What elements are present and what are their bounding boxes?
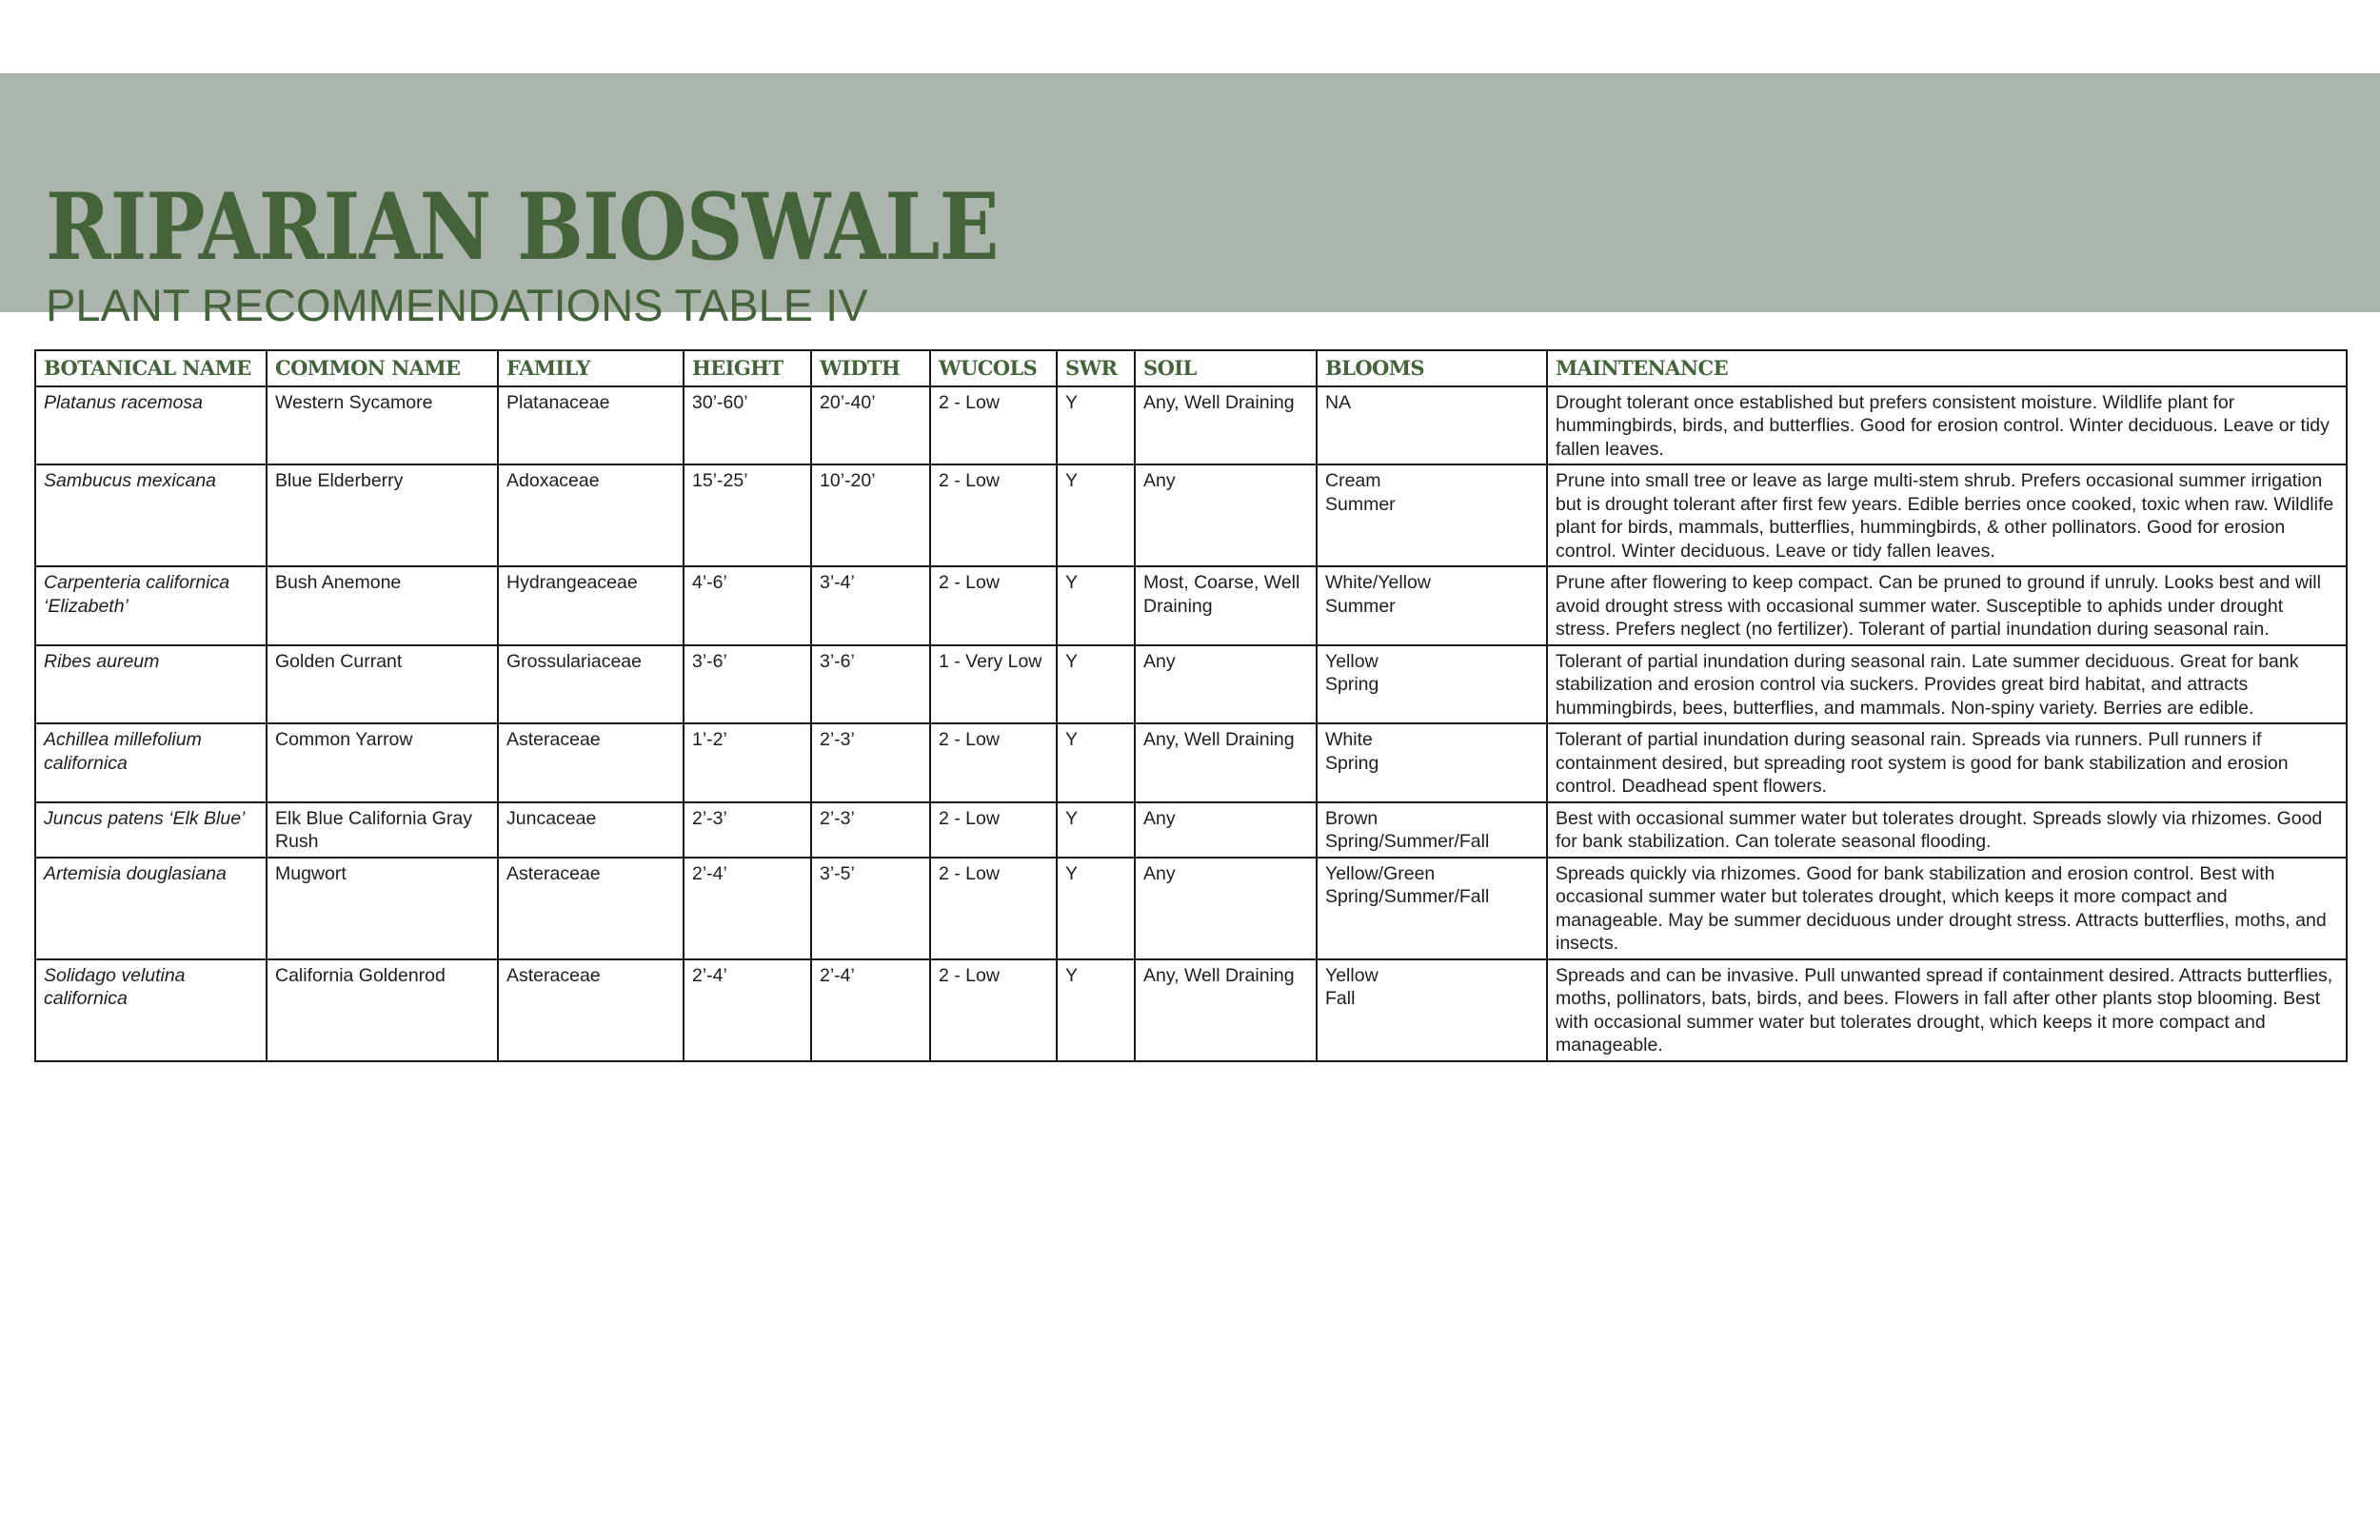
width-cell: 10’-20’ bbox=[811, 464, 930, 566]
bloom-season: Spring bbox=[1325, 752, 1379, 774]
wucols-cell: 2 - Low bbox=[930, 464, 1057, 566]
swr-cell: Y bbox=[1057, 802, 1135, 858]
wucols-cell: 2 - Low bbox=[930, 959, 1057, 1061]
width-cell: 2’-3’ bbox=[811, 723, 930, 802]
height-cell: 3’-6’ bbox=[684, 645, 811, 724]
family-cell: Juncaceae bbox=[498, 802, 684, 858]
maintenance-cell: Prune after flowering to keep compact. Can be pruned to ground if unruly. Looks best and will avoid drought stress with occasional summer water. Susceptible to aphids under drought stress. Prefers neglect (no fertilizer). Tolerant of partial inundation during seasonal rain. bbox=[1547, 566, 2347, 645]
bloom-color: Yellow bbox=[1325, 650, 1378, 672]
family-cell: Hydrangeaceae bbox=[498, 566, 684, 645]
column-header-swr: SWR bbox=[1057, 350, 1135, 386]
table-header-row bbox=[35, 350, 2347, 386]
bloom-color: NA bbox=[1325, 391, 1352, 413]
bloom-color: Yellow bbox=[1325, 964, 1378, 986]
soil-cell: Most, Coarse, Well Draining bbox=[1135, 566, 1317, 645]
bloom-season: Summer bbox=[1325, 595, 1396, 617]
width-cell: 3’-6’ bbox=[811, 645, 930, 724]
botanical-name-cell: Ribes aureum bbox=[35, 645, 267, 724]
swr-cell: Y bbox=[1057, 464, 1135, 566]
maintenance-cell: Best with occasional summer water but tolerates drought. Spreads slowly via rhizomes. Good for bank stabilization. Can tolerate seasonal flooding. bbox=[1547, 802, 2347, 858]
botanical-name-cell: Juncus patens ‘Elk Blue’ bbox=[35, 802, 267, 858]
wucols-cell: 2 - Low bbox=[930, 858, 1057, 959]
width-cell: 2’-3’ bbox=[811, 802, 930, 858]
blooms-cell bbox=[1317, 858, 1547, 959]
maintenance-cell: Drought tolerant once established but prefers consistent moisture. Wildlife plant for hummingbirds, birds, and butterflies. Good for erosion control. Winter deciduous. Leave or tidy fallen leaves. bbox=[1547, 386, 2347, 465]
botanical-name-cell: Platanus racemosa bbox=[35, 386, 267, 465]
bloom-season: Summer bbox=[1325, 493, 1396, 515]
width-cell: 20’-40’ bbox=[811, 386, 930, 465]
height-cell: 1’-2’ bbox=[684, 723, 811, 802]
swr-cell: Y bbox=[1057, 858, 1135, 959]
common-name-cell: Western Sycamore bbox=[267, 386, 498, 465]
bloom-season: Spring bbox=[1325, 674, 1379, 695]
botanical-name-cell: Carpenteria californica ‘Elizabeth’ bbox=[35, 566, 267, 645]
table-row bbox=[35, 959, 2347, 1061]
family-cell: Grossulariaceae bbox=[498, 645, 684, 724]
table-row bbox=[35, 802, 2347, 858]
family-cell: Platanaceae bbox=[498, 386, 684, 465]
common-name-cell: Bush Anemone bbox=[267, 566, 498, 645]
blooms-cell bbox=[1317, 723, 1547, 802]
height-cell: 2’-4’ bbox=[684, 959, 811, 1061]
maintenance-cell: Spreads quickly via rhizomes. Good for bank stabilization and erosion control. Best with occasional summer water but tolerates drought, which keeps it more compact and manageable. May be summer deciduous under drought stress. Attracts butterflies, moths, and insects. bbox=[1547, 858, 2347, 959]
table-row bbox=[35, 858, 2347, 959]
family-cell: Asteraceae bbox=[498, 858, 684, 959]
column-header-family: FAMILY bbox=[498, 350, 684, 386]
table-row bbox=[35, 645, 2347, 724]
column-header-blooms: BLOOMS bbox=[1317, 350, 1547, 386]
swr-cell: Y bbox=[1057, 645, 1135, 724]
column-header-wucols: WUCOLS bbox=[930, 350, 1057, 386]
wucols-cell: 2 - Low bbox=[930, 386, 1057, 465]
page-subtitle: PLANT RECOMMENDATIONS TABLE IV bbox=[46, 280, 868, 330]
swr-cell: Y bbox=[1057, 386, 1135, 465]
maintenance-cell: Tolerant of partial inundation during seasonal rain. Late summer deciduous. Great for bank stabilization and erosion control via suckers. Provides great bird habitat, and attracts hummingbirds, bees, butterflies, and mammals. Non-spiny variety. Berries are edible. bbox=[1547, 645, 2347, 724]
bloom-color: White/Yellow bbox=[1325, 572, 1431, 593]
table-row bbox=[35, 723, 2347, 802]
botanical-name-cell: Sambucus mexicana bbox=[35, 464, 267, 566]
blooms-cell bbox=[1317, 802, 1547, 858]
swr-cell: Y bbox=[1057, 959, 1135, 1061]
bloom-season: Spring/Summer/Fall bbox=[1325, 886, 1490, 907]
bloom-color: Brown bbox=[1325, 807, 1378, 829]
height-cell: 2’-3’ bbox=[684, 802, 811, 858]
soil-cell: Any bbox=[1135, 802, 1317, 858]
blooms-cell bbox=[1317, 566, 1547, 645]
bloom-color: Cream bbox=[1325, 470, 1381, 491]
header-banner bbox=[0, 73, 2380, 330]
plant-recommendations-table bbox=[34, 349, 2348, 1062]
maintenance-cell: Spreads and can be invasive. Pull unwanted spread if containment desired. Attracts butterflies, moths, pollinators, bats, birds, and bees. Flowers in fall after other plants stop blooming. Best with occasional summer water but tolerates drought, which keeps it more compact and manageable. bbox=[1547, 959, 2347, 1061]
blooms-cell bbox=[1317, 959, 1547, 1061]
column-header-height: HEIGHT bbox=[684, 350, 811, 386]
blooms-cell bbox=[1317, 645, 1547, 724]
blooms-cell bbox=[1317, 464, 1547, 566]
column-header-botanical-name: BOTANICAL NAME bbox=[35, 350, 267, 386]
soil-cell: Any bbox=[1135, 464, 1317, 566]
soil-cell: Any, Well Draining bbox=[1135, 386, 1317, 465]
common-name-cell: California Goldenrod bbox=[267, 959, 498, 1061]
table-row bbox=[35, 566, 2347, 645]
common-name-cell: Golden Currant bbox=[267, 645, 498, 724]
common-name-cell: Elk Blue California Gray Rush bbox=[267, 802, 498, 858]
family-cell: Asteraceae bbox=[498, 959, 684, 1061]
maintenance-cell: Tolerant of partial inundation during seasonal rain. Spreads via runners. Pull runners if containment desired, but spreading root system is good for bank stabilization and erosion control. Deadhead spent flowers. bbox=[1547, 723, 2347, 802]
width-cell: 3’-5’ bbox=[811, 858, 930, 959]
soil-cell: Any bbox=[1135, 645, 1317, 724]
bloom-color: White bbox=[1325, 729, 1373, 750]
width-cell: 2’-4’ bbox=[811, 959, 930, 1061]
common-name-cell: Mugwort bbox=[267, 858, 498, 959]
width-cell: 3’-4’ bbox=[811, 566, 930, 645]
botanical-name-cell: Solidago velutina californica bbox=[35, 959, 267, 1061]
table-row bbox=[35, 386, 2347, 465]
column-header-common-name: COMMON NAME bbox=[267, 350, 498, 386]
maintenance-cell: Prune into small tree or leave as large multi-stem shrub. Prefers occasional summer irrigation but is drought tolerant after first few years. Edible berries once cooked, toxic when raw. Wildlife plant for birds, mammals, butterflies, hummingbirds, & other pollinators. Good for erosion control. Winter deciduous. Leave or tidy fallen leaves. bbox=[1547, 464, 2347, 566]
table-row bbox=[35, 464, 2347, 566]
common-name-cell: Common Yarrow bbox=[267, 723, 498, 802]
column-header-width: WIDTH bbox=[811, 350, 930, 386]
swr-cell: Y bbox=[1057, 566, 1135, 645]
height-cell: 2’-4’ bbox=[684, 858, 811, 959]
soil-cell: Any, Well Draining bbox=[1135, 723, 1317, 802]
blooms-cell bbox=[1317, 386, 1547, 465]
wucols-cell: 2 - Low bbox=[930, 723, 1057, 802]
soil-cell: Any bbox=[1135, 858, 1317, 959]
bloom-season: Fall bbox=[1325, 988, 1356, 1009]
soil-cell: Any, Well Draining bbox=[1135, 959, 1317, 1061]
family-cell: Asteraceae bbox=[498, 723, 684, 802]
column-header-maintenance: MAINTENANCE bbox=[1547, 350, 2347, 386]
family-cell: Adoxaceae bbox=[498, 464, 684, 566]
height-cell: 15’-25’ bbox=[684, 464, 811, 566]
common-name-cell: Blue Elderberry bbox=[267, 464, 498, 566]
botanical-name-cell: Artemisia douglasiana bbox=[35, 858, 267, 959]
bloom-season: Spring/Summer/Fall bbox=[1325, 831, 1490, 852]
page-title: RIPARIAN BIOSWALE bbox=[46, 173, 999, 281]
wucols-cell: 1 - Very Low bbox=[930, 645, 1057, 724]
height-cell: 4’-6’ bbox=[684, 566, 811, 645]
bloom-color: Yellow/Green bbox=[1325, 862, 1436, 884]
botanical-name-cell: Achillea millefolium californica bbox=[35, 723, 267, 802]
swr-cell: Y bbox=[1057, 723, 1135, 802]
wucols-cell: 2 - Low bbox=[930, 802, 1057, 858]
wucols-cell: 2 - Low bbox=[930, 566, 1057, 645]
height-cell: 30’-60’ bbox=[684, 386, 811, 465]
column-header-soil: SOIL bbox=[1135, 350, 1317, 386]
